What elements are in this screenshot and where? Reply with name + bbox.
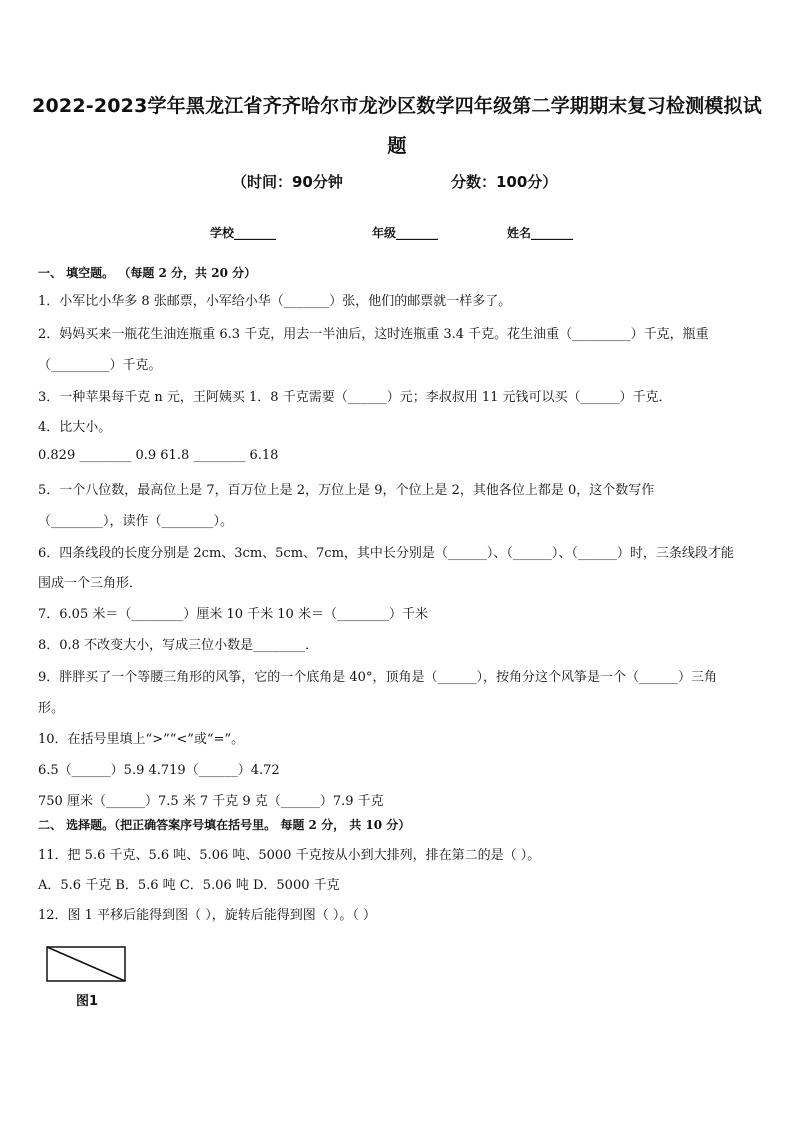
question-10-row2: 750 厘米（______）7.5 米 7 千克 9 克（______）7.9 千克 xyxy=(38,794,384,809)
question-9-cont: 形。 xyxy=(38,701,65,716)
student-info xyxy=(0,224,794,244)
question-11: 11．把 5.6 千克、5.6 吨、5.06 吨、5000 千克按从小到大排列，排在第二的是（ ）。 xyxy=(38,848,541,863)
name-field: 姓名_______ xyxy=(507,226,574,240)
exam-title: 2022-2023学年黑龙江省齐齐哈尔市龙沙区数学四年级第二学期期末复习检测模拟试题 xyxy=(32,95,762,157)
question-5-cont: （________），读作（________）。 xyxy=(38,514,234,529)
question-4: 4．比大小。 xyxy=(38,420,112,435)
score-label: 分数：100分） xyxy=(451,173,558,191)
question-4-items: 0.829 ________ 0.9 61.8 ________ 6.18 xyxy=(38,448,279,463)
grade-field: 年级_______ xyxy=(372,226,439,240)
question-11-options: A．5.6 千克 B．5.6 吨 C．5.06 吨 D．5000 千克 xyxy=(38,878,340,893)
question-6-cont: 围成一个三角形． xyxy=(38,576,143,591)
section-fill-heading: 一、 填空题。 （每题 2 分，共 20 分） xyxy=(38,266,257,280)
exam-meta xyxy=(0,171,794,193)
question-2-cont: （_________）千克。 xyxy=(38,358,162,373)
question-10-row1: 6.5（______）5.9 4.719（______）4.72 xyxy=(38,763,280,778)
figure-1-label: 图1 xyxy=(76,994,99,1009)
question-6: 6．四条线段的长度分别是 2cm、3cm、5cm、7cm，其中长分别是（______）、（______）、（______）时，三条线段才能 xyxy=(38,546,734,561)
time-label: （时间：90分钟 xyxy=(232,173,343,191)
question-2: 2．妈妈买来一瓶花生油连瓶重 6.3 千克，用去一半油后，这时连瓶重 3.4 千克。花生油重（_________）千克，瓶重 xyxy=(38,327,709,342)
section-choice-heading: 二、 选择题。（把正确答案序号填在括号里。 每题 2 分， 共 10 分） xyxy=(38,818,411,832)
question-1: 1．小军比小华多 8 张邮票，小军给小华（_______）张，他们的邮票就一样多了。 xyxy=(38,294,512,309)
rectangle-diagonal xyxy=(47,947,125,981)
question-5: 5．一个八位数，最高位上是 7，百万位上是 2，万位上是 9，个位上是 2，其他各位上都是 0，这个数写作 xyxy=(38,483,655,498)
question-12: 12．图 1 平移后能得到图（ ），旋转后能得到图（ ）。（ ） xyxy=(38,908,376,923)
question-9: 9．胖胖买了一个等腰三角形的风筝，它的一个底角是 40°，顶角是（______），按角分这个风筝是一个（______）三角 xyxy=(38,670,717,685)
figure-1-rectangle xyxy=(46,946,126,982)
question-7: 7．6.05 米＝（________）厘米 10 千米 10 米＝（________）千米 xyxy=(38,607,428,622)
question-10: 10．在括号里填上“>”“<”或“=”。 xyxy=(38,732,245,747)
question-8: 8．0.8 不改变大小，写成三位小数是________． xyxy=(38,638,319,653)
school-field: 学校_______ xyxy=(210,226,277,240)
question-3: 3．一种苹果每千克 n 元，王阿姨买 1．8 千克需要（______）元；李叔叔用 11 元钱可以买（______）千克． xyxy=(38,390,672,405)
